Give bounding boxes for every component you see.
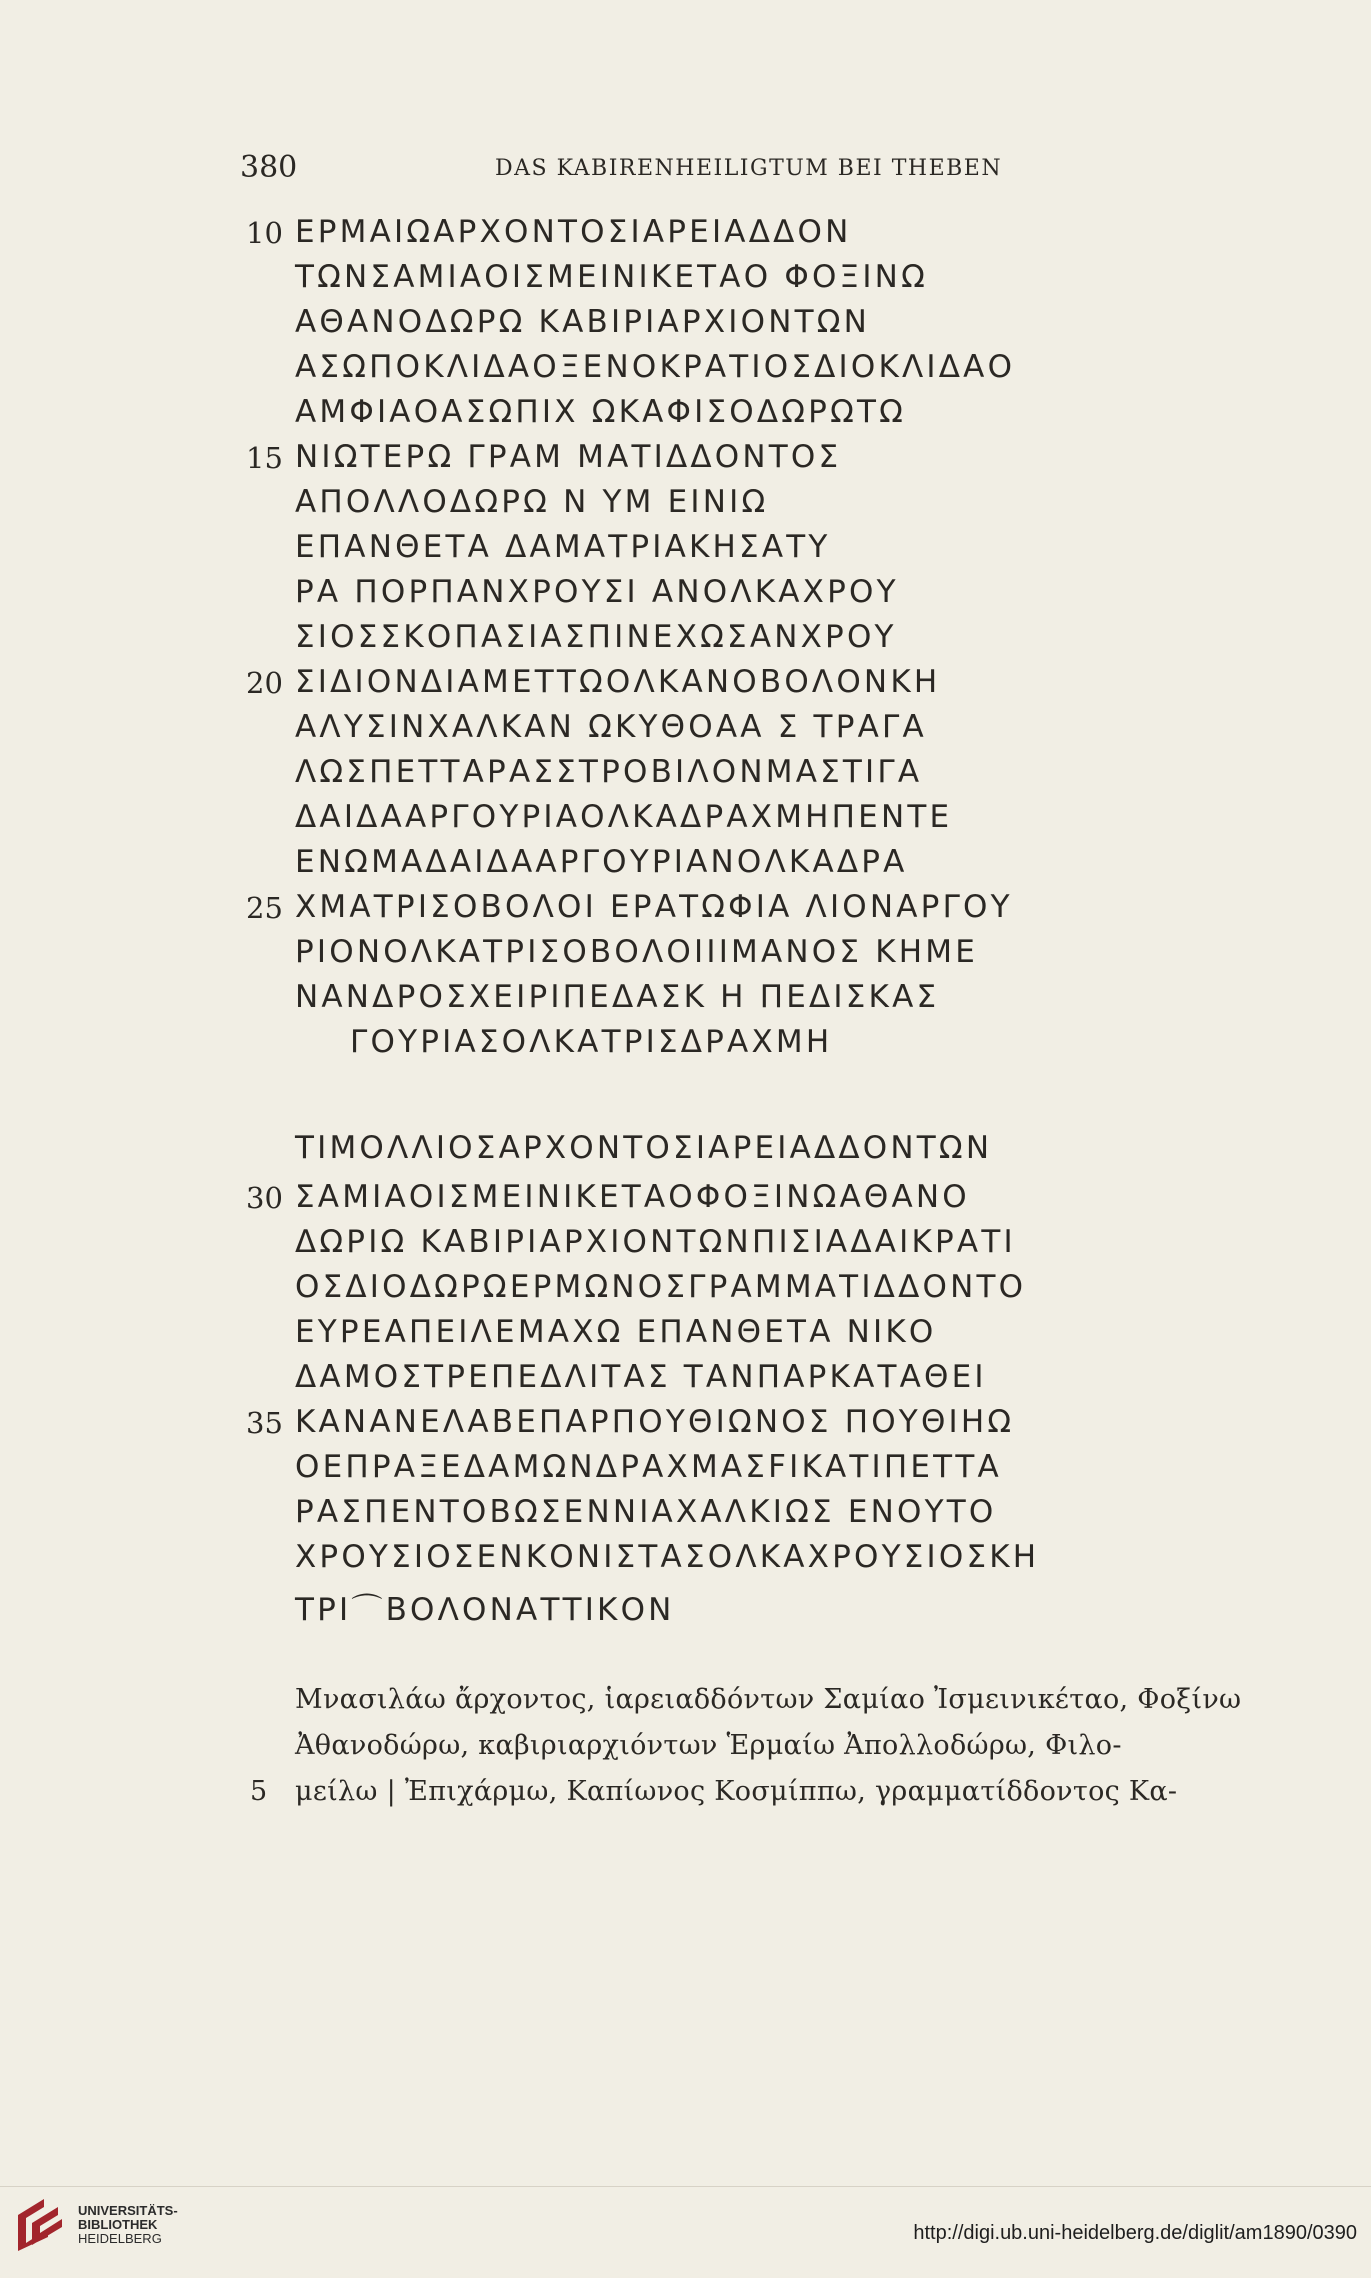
inscription-text: ΝΑΝΔΡΟΣΧΕΙΡΙΠΕΔΑΣΚ Η ΠΕΔΙΣΚΑΣ <box>295 979 940 1015</box>
inscription-line <box>0 300 1371 345</box>
inscription-line <box>0 1065 1371 1175</box>
transcription-text: Μνασιλάω ἄρχοντος, ἱαρειαδδόντων Σαμίαο Ἰσμεινικέταο, Φοξίνω <box>295 1684 1242 1715</box>
inscription-line <box>0 1175 1371 1220</box>
inscription-text: ΔΑΙΔΑΑΡΓΟΥΡΙΑΟΛΚΑΔΡΑΧΜΗΠΕΝΤΕ <box>295 799 953 835</box>
inscription-line <box>0 1535 1371 1580</box>
inscription-text: ΤΡΙ⌒ΒΟΛΟΝΑΤΤΙΚΟΝ <box>295 1592 675 1628</box>
inscription-line <box>0 1490 1371 1535</box>
running-head: DAS KABIRENHEILIGTUM BEI THEBEN <box>495 156 1003 181</box>
transcription-block <box>0 1680 1371 1818</box>
inscription-text: ΣΙΔΙΟΝΔΙΑΜΕΤΤΩΟΛΚΑΝΟΒΟΛΟΝΚΗ <box>295 664 941 700</box>
inscription-line <box>0 345 1371 390</box>
inscription-line <box>0 480 1371 525</box>
inscription-line <box>0 435 1371 480</box>
inscription-line <box>0 1020 1371 1065</box>
inscription-line <box>0 1220 1371 1265</box>
line-number: 35 <box>246 1406 283 1440</box>
inscription-text: ΧΡΟΥΣΙΟΣΕΝΚΟΝΙΣΤΑΣΟΛΚΑΧΡΟΥΣΙΟΣΚΗ <box>295 1539 1040 1575</box>
inscription-text: ΝΙΩΤΕΡΩ ΓΡΑΜ ΜΑΤΙΔΔΟΝΤΟΣ <box>295 439 842 475</box>
inscription-line <box>0 840 1371 885</box>
line-number: 5 <box>250 1776 268 1807</box>
transcription-line <box>0 1772 1371 1818</box>
inscription-text: ΓΟΥΡΙΑΣΟΛΚΑΤΡΙΣΔΡΑΧΜΗ <box>350 1024 833 1060</box>
inscription-line <box>0 795 1371 840</box>
transcription-line <box>0 1680 1371 1726</box>
inscription-text: ΕΠΑΝΘΕΤΑ ΔΑΜΑΤΡΙΑΚΗΣΑΤΥ <box>295 529 831 565</box>
inscription-line <box>0 1445 1371 1490</box>
inscription-text: ΡΑΣΠΕΝΤΟΒΩΣΕΝΝΙΑΧΑΛΚΙΩΣ ΕΝΟΥΤΟ <box>295 1494 997 1530</box>
inscription-text: ΑΛΥΣΙΝΧΑΛΚΑΝ ΩΚΥΘΟΑΑ Σ ΤΡΑΓΑ <box>295 709 927 745</box>
inscription-block <box>0 210 1371 1628</box>
inscription-line <box>0 660 1371 705</box>
inscription-text: ΔΑΜΟΣΤΡΕΠΕΔΛΙΤΑΣ ΤΑΝΠΑΡΚΑΤΑΘΕΙ <box>295 1359 987 1395</box>
inscription-line <box>0 570 1371 615</box>
inscription-line <box>0 525 1371 570</box>
library-name-line1: UNIVERSITÄTS- <box>78 2203 178 2218</box>
transcription-text: Ἀθανοδώρω, καβιριαρχιόντων Ἑρμαίω Ἀπολλοδώρω, Φιλο- <box>295 1730 1122 1761</box>
page-number: 380 <box>240 150 298 185</box>
library-name <box>78 2204 178 2246</box>
inscription-line <box>0 885 1371 930</box>
inscription-text: ΑΣΩΠΟΚΛΙΔΑΟΞΕΝΟΚΡΑΤΙΟΣΔΙΟΚΛΙΔΑΟ <box>295 349 1016 385</box>
inscription-line <box>0 1355 1371 1400</box>
inscription-line <box>0 390 1371 435</box>
inscription-text: ΤΩΝΣΑΜΙΑΟΙΣΜΕΙΝΙΚΕΤΑΟ ΦΟΞΙΝΩ <box>295 259 928 295</box>
inscription-line <box>0 750 1371 795</box>
inscription-text: ΡΙΟΝΟΛΚΑΤΡΙΣΟΒΟΛΟΙΙΙΜΑΝΟΣ ΚΗΜΕ <box>295 934 978 970</box>
line-number: 25 <box>246 891 283 925</box>
inscription-text: ΣΙΟΣΣΚΟΠΑΣΙΑΣΠΙΝΕΧΩΣΑΝΧΡΟΥ <box>295 619 897 655</box>
line-number: 20 <box>246 666 283 700</box>
line-number: 30 <box>246 1181 283 1215</box>
inscription-text: ΟΣΔΙΟΔΩΡΩΕΡΜΩΝΟΣΓΡΑΜΜΑΤΙΔΔΟΝΤΟ <box>295 1269 1027 1305</box>
library-name-line2: BIBLIOTHEK <box>78 2217 158 2232</box>
library-name-line3: HEIDELBERG <box>78 2231 162 2246</box>
inscription-text: ΡΑ ΠΟΡΠΑΝΧΡΟΥΣΙ ΑΝΟΛΚΑΧΡΟΥ <box>295 574 899 610</box>
inscription-line <box>0 255 1371 300</box>
inscription-line <box>0 930 1371 975</box>
inscription-text: ΑΘΑΝΟΔΩΡΩ ΚΑΒΙΡΙΑΡΧΙΟΝΤΩΝ <box>295 304 871 340</box>
transcription-text: μείλω | Ἐπιχάρμω, Καπίωνος Κοσμίππω, γραμματίδδοντος Κα- <box>295 1776 1178 1807</box>
inscription-text: ΣΑΜΙΑΟΙΣΜΕΙΝΙΚΕΤΑΟΦΟΞΙΝΩΑΘΑΝΟ <box>295 1179 970 1215</box>
inscription-text: ΕΝΩΜΑΔΑΙΔΑΑΡΓΟΥΡΙΑΝΟΛΚΑΔΡΑ <box>295 844 908 880</box>
inscription-text: ΑΠΟΛΛΟΔΩΡΩ Ν ΥΜ ΕΙΝΙΩ <box>295 484 769 520</box>
inscription-text: ΤΙΜΟΛΛΙΟΣΑΡΧΟΝΤΟΣΙΑΡΕΙΑΔΔΟΝΤΩΝ <box>295 1130 993 1166</box>
inscription-text: ΔΩΡΙΩ ΚΑΒΙΡΙΑΡΧΙΟΝΤΩΝΠΙΣΙΑΔΑΙΚΡΑΤΙ <box>295 1224 1016 1260</box>
inscription-line <box>0 705 1371 750</box>
inscription-text: ΑΜΦΙΑΟΑΣΩΠΙΧ ΩΚΑΦΙΣΟΔΩΡΩΤΩ <box>295 394 906 430</box>
inscription-line <box>0 1580 1371 1628</box>
inscription-text: ΕΥΡΕΑΠΕΙΛΕΜΑΧΩ ΕΠΑΝΘΕΤΑ ΝΙΚΟ <box>295 1314 937 1350</box>
inscription-line <box>0 210 1371 255</box>
inscription-line <box>0 975 1371 1020</box>
inscription-text: ΧΜΑΤΡΙΣΟΒΟΛΟΙ ΕΡΑΤΩΦΙΑ ΛΙΟΝΑΡΓΟΥ <box>295 889 1013 925</box>
transcription-line <box>0 1726 1371 1772</box>
inscription-line <box>0 615 1371 660</box>
source-url[interactable]: http://digi.ub.uni-heidelberg.de/diglit/am1890/0390 <box>913 2222 1357 2244</box>
line-number: 15 <box>246 441 283 475</box>
inscription-text: ΕΡΜΑΙΩΑΡΧΟΝΤΟΣΙΑΡΕΙΑΔΔΟΝ <box>295 214 852 250</box>
footer-divider <box>0 2186 1371 2187</box>
library-logo-icon <box>14 2195 66 2255</box>
line-number: 10 <box>246 216 283 250</box>
inscription-line <box>0 1400 1371 1445</box>
inscription-text: ΚΑΝΑΝΕΛΑΒΕΠΑΡΠΟΥΘΙΩΝΟΣ ΠΟΥΘΙΗΩ <box>295 1404 1015 1440</box>
inscription-line <box>0 1310 1371 1355</box>
inscription-line <box>0 1265 1371 1310</box>
inscription-text: ΟΕΠΡΑΞΕΔΑΜΩΝΔΡΑΧΜΑΣFΙΚΑΤΙΠΕΤΤΑ <box>295 1449 1002 1485</box>
inscription-text: ΛΩΣΠΕΤΤΑΡΑΣΣΤΡΟΒΙΛΟΝΜΑΣΤΙΓΑ <box>295 754 923 790</box>
